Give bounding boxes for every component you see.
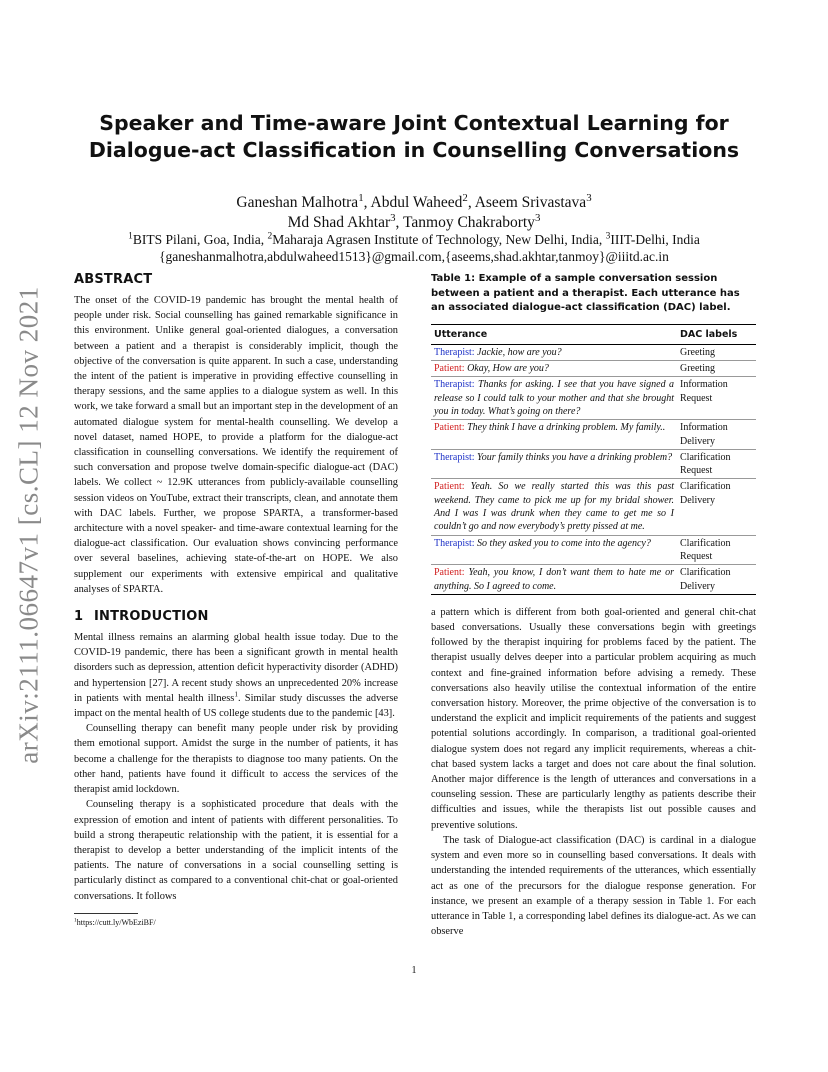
author-name: Md Shad Akhtar xyxy=(287,214,391,231)
speaker-label: Therapist: xyxy=(434,346,475,358)
affiliation: IIIT-Delhi, India xyxy=(610,232,700,247)
intro-paragraph-2: Counselling therapy can benefit many people under risk by providing them emotional support. Amidst the surge in the number of patients, it has become a challenge for the therapists to diagnose too many patients. On the other hand, patients have found it difficult to access the services of the therapist amid lockdown. xyxy=(74,723,398,796)
utterance-cell xyxy=(431,377,677,420)
table-row xyxy=(431,535,756,565)
section-heading-introduction xyxy=(74,609,398,624)
affil-marker: 3 xyxy=(534,211,541,224)
body-paragraph-2: The task of Dialogue-act classification (DAC) is cardinal in a dialogue system and even more so in counselling based conversations. It deals with understanding the intended requirements of the utterances, which essentially act as one of the precursors for the dialogue response generation. For instance, we present an example of a therapy session in Table 1. For each utterance in Table 1, a corresponding label defines its dialogue-act. As we can observe xyxy=(431,834,756,938)
affiliation: Maharaja Agrasen Institute of Technology, New Delhi, India, xyxy=(272,232,606,247)
intro-paragraph-3: Counseling therapy is a sophisticated procedure that deals with the expression of emotion and intent of patients with different personalities. To build a strong therapeutic relationship with the patient, it is essential for a therapist to develop a better understanding of the implicit intents of the patients. The nature of conversations in a social counselling setting is particularly distinct as compared to a conventional chit-chat or goal-oriented conversations. It follows xyxy=(74,799,398,902)
footnote xyxy=(74,917,398,928)
affil-marker: 3 xyxy=(586,191,592,204)
speaker-label: Therapist: xyxy=(434,379,475,391)
utterance-text: They think I have a drinking problem. My family.. xyxy=(467,422,666,434)
section-number: 1 xyxy=(74,609,84,625)
author-name: , Tanmoy Chakraborty xyxy=(395,214,535,231)
table-header-row xyxy=(431,324,756,344)
table-row xyxy=(431,565,756,595)
arxiv-stamp xyxy=(12,286,46,764)
utterance-cell xyxy=(431,449,677,479)
author-emails: {ganeshanmalhotra,abdulwaheed1513}@gmail.com,{aseems,shad.akhtar,tanmoy}@iiitd.ac.in xyxy=(159,249,669,264)
paper-title xyxy=(74,110,754,164)
page-number: 1 xyxy=(411,965,417,976)
footnote-divider xyxy=(74,913,138,914)
affil-marker: 1 xyxy=(128,231,133,242)
title-line-2: Dialogue-act Classification in Counselling Conversations xyxy=(88,138,740,162)
affil-marker: 3 xyxy=(605,231,611,242)
dac-label-cell: Information Delivery xyxy=(680,422,728,447)
affil-marker: 2 xyxy=(462,191,468,204)
utterance-text: Jackie, how are you? xyxy=(477,346,562,358)
utterance-cell xyxy=(431,535,677,565)
utterance-cell xyxy=(431,361,677,377)
paragraph-text: . Similar study discusses the adverse impact on the mental health of US college students due to the pandemic [43]. xyxy=(74,692,398,720)
col-header-dac: DAC labels xyxy=(680,328,738,340)
author-list xyxy=(74,193,754,233)
speaker-label: Patient: xyxy=(434,481,465,493)
table-row xyxy=(431,377,756,420)
intro-paragraph-1 xyxy=(74,630,398,721)
section-title: INTRODUCTION xyxy=(94,609,209,625)
utterance-text: Thanks for asking. I see that you have signed a release so I could talk to your mother and that she brought you in today. What’s going on there? xyxy=(434,379,675,417)
speaker-label: Patient: xyxy=(434,567,465,579)
title-line-1: Speaker and Time-aware Joint Contextual Learning for xyxy=(99,111,729,135)
footnote-link[interactable]: https://cutt.ly/WbEziBF/ xyxy=(76,917,156,927)
dac-example-table xyxy=(431,324,756,595)
author-name: , Aseem Srivastava xyxy=(467,194,587,211)
speaker-label: Therapist: xyxy=(434,451,475,463)
affiliation: BITS Pilani, Goa, India, xyxy=(132,232,268,247)
dac-label-cell: Clarification Request xyxy=(680,451,731,477)
footnote-marker[interactable]: 1 xyxy=(234,690,238,699)
table-row xyxy=(431,361,756,377)
speaker-label: Patient: xyxy=(434,422,465,434)
author-name: , Abdul Waheed xyxy=(363,194,463,211)
utterance-text: Yeah, you know, I don’t want them to hate me or anything. So I agreed to come. xyxy=(434,567,674,592)
utterance-text: Okay, How are you? xyxy=(467,363,549,375)
utterance-cell xyxy=(431,565,677,595)
dac-label-cell: Greeting xyxy=(680,346,715,358)
dac-label-cell: Clarification Request xyxy=(680,537,731,562)
author-name: Ganeshan Malhotra xyxy=(236,194,359,211)
right-column xyxy=(431,272,756,939)
table-row xyxy=(431,449,756,479)
affil-marker: 1 xyxy=(358,191,364,204)
footnote-number: 1 xyxy=(74,917,77,924)
col-header-utterance: Utterance xyxy=(434,328,488,340)
speaker-label: Therapist: xyxy=(434,537,475,549)
dac-label-cell: Information Request xyxy=(680,379,728,404)
utterance-text: So they asked you to come into the agency? xyxy=(477,537,651,549)
dac-label-cell: Clarification Delivery xyxy=(680,481,731,506)
affil-marker: 2 xyxy=(267,231,273,242)
abstract-heading: ABSTRACT xyxy=(74,272,153,287)
dac-label-cell: Clarification Delivery xyxy=(680,567,731,592)
utterance-cell xyxy=(431,344,677,360)
abstract-text: The onset of the COVID-19 pandemic has brought the mental health of people under risk. Social counselling has gained remarkable significance in this environment. Unlike general goal-oriented dialogues, a conversation between a patient and a therapist is considerably implicit, though the objective of the conversation is quite apparent. In such a case, understanding the intent of the patient is imperative in providing effective counselling in therapy sessions, and the same applies to a dialogue system as well. In this work, we take forward a small but an important step in the development of an automated dialogue system for mental-health counselling. We develop a novel dataset, named HOPE, to provide a platform for the dialogue-act classification in counselling conversations. We identify the requirement of such conversation and propose twelve domain-specific dialogue-act (DAC) labels. We collect ~ 12.9K utterances from publicly-available counselling session videos on YouTube, extract their transcripts, clean, and annotate them with DAC labels. Further, we propose SPARTA, a transformer-based architecture with a novel speaker- and time-aware contextual learning for the dialogue-act classification. Our evaluation shows convincing performance over several baselines, achieving state-of-the-art on HOPE. We also supplement our experiments with extensive empirical and qualitative analyses of SPARTA. xyxy=(74,295,398,595)
utterance-text: Your family thinks you have a drinking problem? xyxy=(477,451,673,463)
body-paragraph-1: a pattern which is different from both goal-oriented and general chit-chat based conversations. Usually these conversations begin with greetings followed by the therapist inquiring for problems faced by the patient. The therapist usually delves deeper into a particular problem acquiring as much context and fine-grained information before advising a remedy. These conversations also heavily utilise the contextual information of the entire conversation history. Moreover, the prime objective of the conversation is to understand the explicit and implicit requirements of the patients and suggest potential solutions accordingly. In comparison, a traditional goal-oriented dialogue system does not regard any implicit requirements, whereas a chit-chat based system lacks a target and does not care about the final solution. Another major difference is the length of utterances and conversations in a counseling session. These are particularly lengthy as patients describe their difficulties and issues, while the therapists list out possible causes and preventive solutions. xyxy=(431,606,756,831)
utterance-cell xyxy=(431,479,677,535)
arxiv-id: arXiv:2111.06647v1 [cs.CL] 12 Nov 2021 xyxy=(13,286,44,764)
utterance-cell xyxy=(431,420,677,450)
dac-label-cell: Greeting xyxy=(680,363,715,375)
paragraph-text: Mental illness remains an alarming global health issue today. Due to the COVID-19 pandemic, there has been a significant growth in mental health disorders such as depression, attention deficit hyperactivity disorder (ADHD) and hypertension [27]. A recent study shows an unprecedented 20% increase in patients with mental health illness xyxy=(74,632,398,704)
table-caption: Table 1: Example of a sample conversation session between a patient and a therapist. Each utterance has an associated dialogue-act classification (DAC) label. xyxy=(431,273,740,313)
utterance-text: Yeah. So we really started this was this past weekend. They came to pick me up for my bridal shower. And I was I was drunk when they came to get me so I couldn’t go and now everybody’s pretty pissed at me. xyxy=(434,481,675,533)
affiliations xyxy=(74,231,754,265)
table-row xyxy=(431,479,756,535)
table-row xyxy=(431,344,756,360)
table-row xyxy=(431,420,756,450)
left-column xyxy=(74,272,398,928)
affil-marker: 3 xyxy=(390,211,396,224)
speaker-label: Patient: xyxy=(434,363,465,375)
